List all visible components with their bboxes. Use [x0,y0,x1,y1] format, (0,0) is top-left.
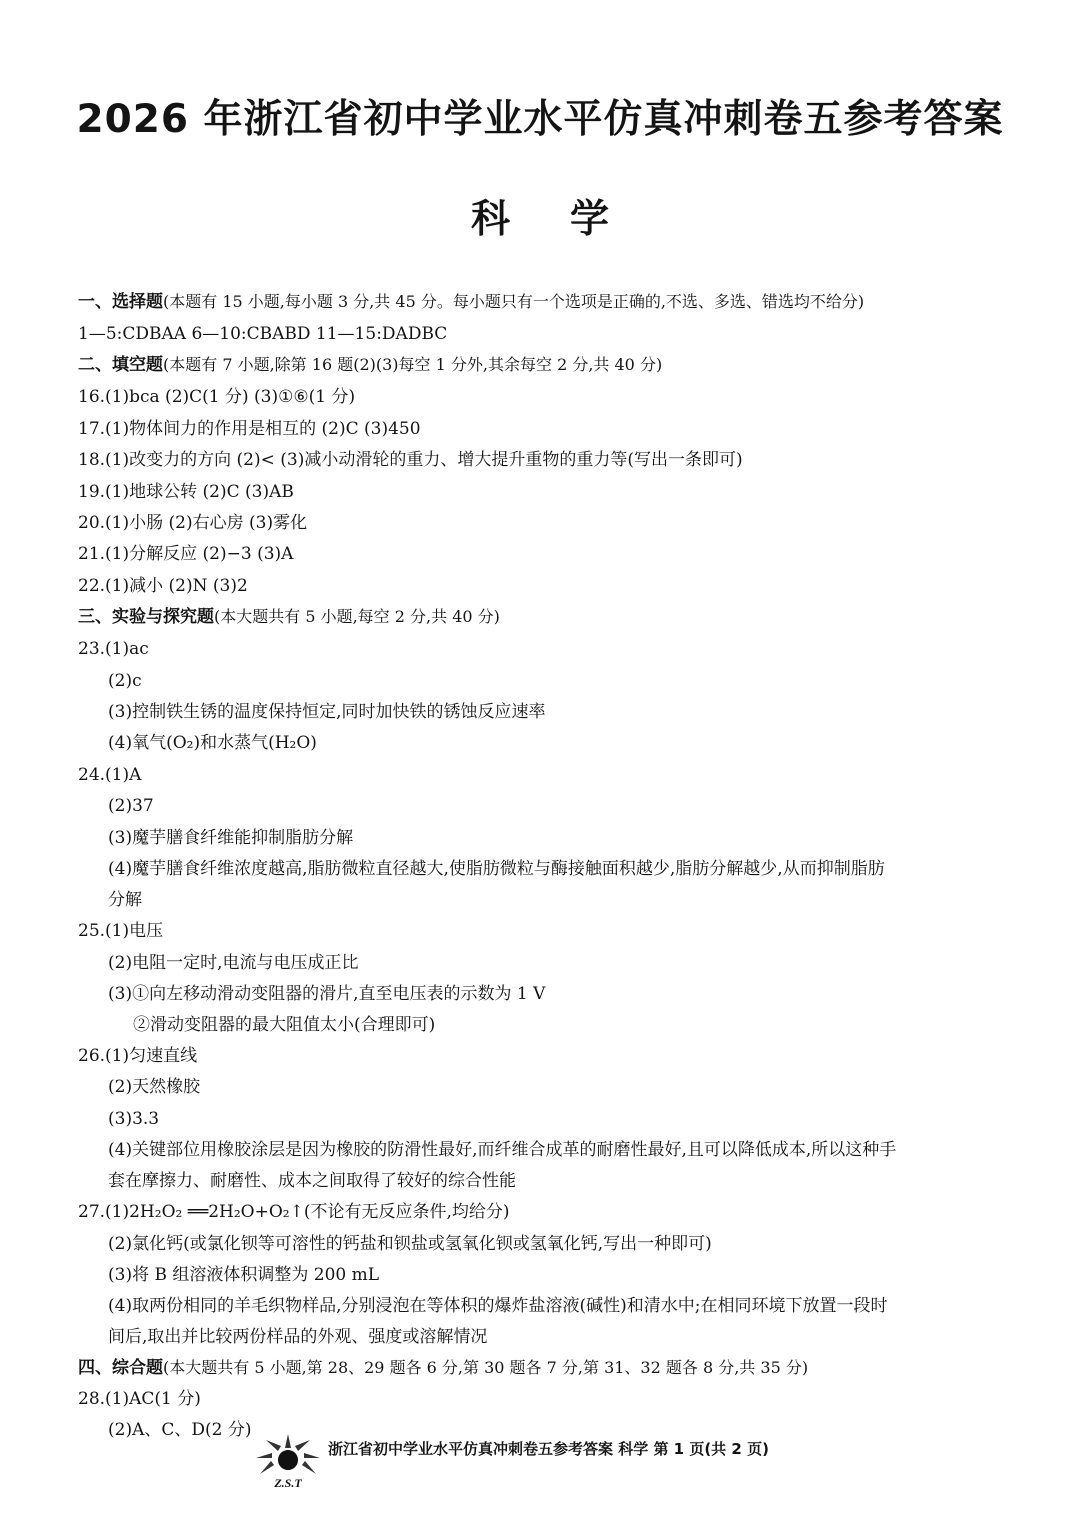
answer-line: (3)①向左移动滑动变阻器的滑片,直至电压表的示数为 1 V [108,984,546,1004]
answer-line: 28.(1)AC(1 分) [78,1389,201,1409]
answer-line: 22.(1)减小 (2)N (3)2 [78,576,248,596]
choice-answers: 1—5:CDBAA 6—10:CBABD 11—15:DADBC [78,324,448,344]
answer-line: 26.(1)匀速直线 [78,1046,198,1066]
answer-line: (4)取两份相同的羊毛织物样品,分别浸泡在等体积的爆炸盐溶液(碱性)和清水中;在相同环境下放置一段时 [108,1296,888,1316]
answer-line: (2)天然橡胶 [108,1077,201,1097]
answer-line: 27.(1)2H₂O₂ ══2H₂O+O₂↑(不论有无反应条件,均给分) [78,1202,510,1222]
answer-line: (2)A、C、D(2 分) [108,1420,252,1440]
answer-line: 24.(1)A [78,765,142,785]
footer-text: 浙江省初中学业水平仿真冲刺卷五参考答案 科学 第 1 页(共 2 页) [328,1440,769,1458]
section-1-header [78,291,864,313]
section-heading: 四、综合题 [78,1358,163,1378]
answer-line: (2)37 [108,796,154,816]
section-heading: 三、实验与探究题 [78,607,214,627]
answer-line: (3)3.3 [108,1109,160,1129]
answer-line: 16.(1)bca (2)C(1 分) (3)①⑥(1 分) [78,387,356,407]
answer-line: (4)关键部位用橡胶涂层是因为橡胶的防滑性最好,而纤维合成革的耐磨性最好,且可以降低成本,所以这种手 [108,1140,897,1160]
section-4-header [78,1357,808,1379]
answer-line: 19.(1)地球公转 (2)C (3)AB [78,482,294,502]
section-3-header [78,606,500,628]
answer-line: (3)将 B 组溶液体积调整为 200 mL [108,1265,380,1285]
answer-line: 18.(1)改变力的方向 (2)< (3)减小动滑轮的重力、增大提升重物的重力等(写出一条即可) [78,450,743,470]
answer-line: (2)c [108,671,142,691]
section-heading: 一、选择题 [78,292,163,312]
section-note: (本题有 7 小题,除第 16 题(2)(3)每空 1 分外,其余每空 2 分,共 40 分) [163,355,663,374]
answer-line: 20.(1)小肠 (2)右心房 (3)雾化 [78,513,308,533]
section-note: (本大题共有 5 小题,第 28、29 题各 6 分,第 30 题各 7 分,第 31、32 题各 8 分,共 35 分) [163,1358,809,1377]
answer-line: (4)魔芋膳食纤维浓度越高,脂肪微粒直径越大,使脂肪微粒与酶接触面积越少,脂肪分解越少,从而抑制脂肪 [108,859,885,879]
answer-line: 23.(1)ac [78,639,149,659]
section-note: (本题有 15 小题,每小题 3 分,共 45 分。每小题只有一个选项是正确的,不选、多选、错选均不给分) [163,292,865,311]
answer-line: (4)氧气(O₂)和水蒸气(H₂O) [108,733,317,753]
answer-line: 间后,取出并比较两份样品的外观、强度或溶解情况 [108,1327,488,1347]
section-heading: 二、填空题 [78,355,163,375]
publisher-logo-icon [252,1432,324,1490]
answer-line: 分解 [108,890,142,910]
answer-line: (2)电阻一定时,电流与电压成正比 [108,953,359,973]
answer-line: 17.(1)物体间力的作用是相互的 (2)C (3)450 [78,419,421,439]
logo-text: Z.S.T [274,1476,302,1490]
answer-line: 21.(1)分解反应 (2)−3 (3)A [78,544,294,564]
subject-heading: 科学 [470,197,669,242]
section-2-header [78,354,662,376]
answer-line: 套在摩擦力、耐磨性、成本之间取得了较好的综合性能 [108,1171,516,1191]
answer-line: (3)魔芋膳食纤维能抑制脂肪分解 [108,828,354,848]
answer-line: (3)控制铁生锈的温度保持恒定,同时加快铁的锈蚀反应速率 [108,702,546,722]
page-footer [0,1432,1080,1492]
answer-line: ②滑动变阻器的最大阻值太小(合理即可) [133,1015,436,1035]
section-note: (本大题共有 5 小题,每空 2 分,共 40 分) [214,607,500,626]
page-title: 2026 年浙江省初中学业水平仿真冲刺卷五参考答案 [76,97,1004,142]
answer-line: 25.(1)电压 [78,921,164,941]
answer-line: (2)氯化钙(或氯化钡等可溶性的钙盐和钡盐或氢氧化钡或氢氧化钙,写出一种即可) [108,1234,712,1254]
